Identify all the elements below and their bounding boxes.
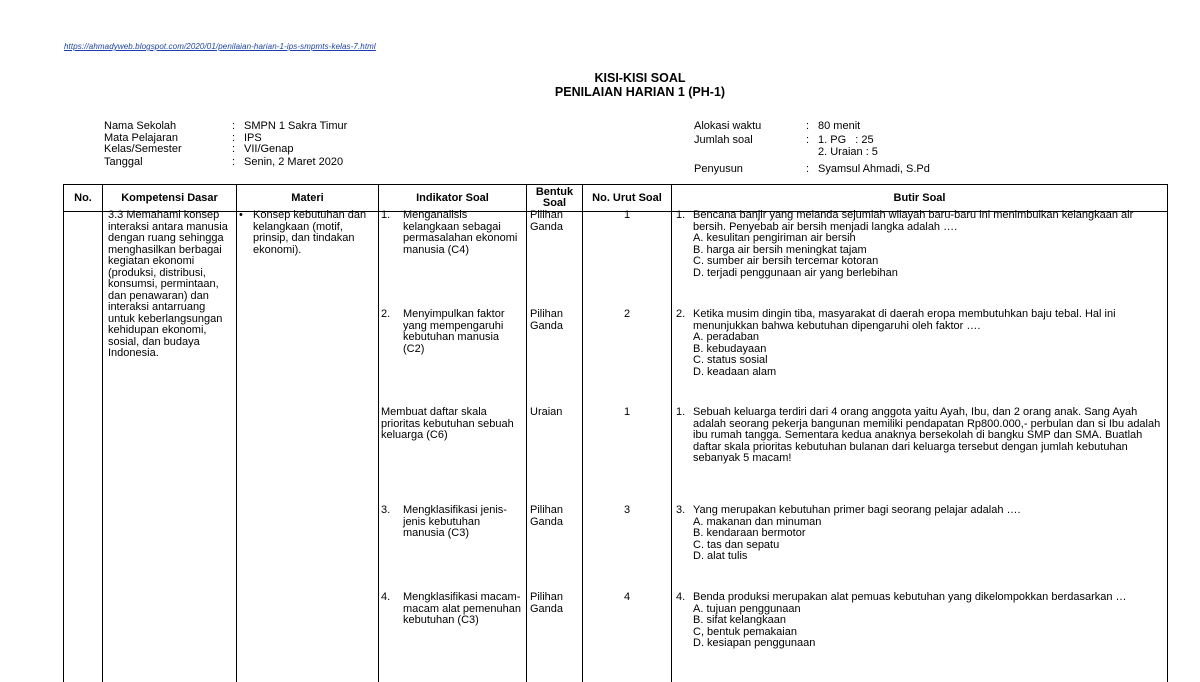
info-colon: : [806,121,809,133]
header-kd: Kompetensi Dasar [103,185,237,212]
kisi-kisi-table [63,184,1168,682]
header-urut: No. Urut Soal [583,185,672,212]
soal-option: A. peradaban [693,332,1161,344]
soal-option: A. tujuan penggunaan [693,604,1161,616]
butir-soal [672,407,1167,505]
no-urut: 1 [583,210,671,309]
indikator-num: 4. [379,592,403,672]
source-link[interactable]: https://ahmadyweb.blogspot.com/2020/01/penilaian-harian-1-ips-smpmts-kelas-7.html [64,41,376,53]
no-urut: 3 [583,505,671,592]
info-label-subject: Mata Pelajaran [104,133,178,145]
soal-option: C. status sosial [693,355,1161,367]
materi-text: Konsep kebutuhan dan kelangkaan (motif, prinsip, dan tindakan ekonomi). [253,210,374,256]
info-value-subject: IPS [244,133,262,145]
soal-question: Benda produksi merupakan alat pemuas kebutuhan yang dikelompokkan berdasarkan … [693,592,1161,604]
soal-option: A. kesulitan pengiriman air bersih [693,233,1161,245]
soal-option: B. sifat kelangkaan [693,615,1161,627]
bentuk-soal: Pilihan Ganda [527,505,582,592]
kd-text: 3.3 Memahami konsep interaksi antara manusia dengan ruang sehingga menghasilkan berbagai kegiatan ekonomi (produksi, distribusi, konsumsi, permintaan, dan penawaran) dan interaksi antarruang untuk keberlangsungan kehidupan ekonomi, sosial, dan budaya Indonesia. [103,210,236,360]
document-subtitle: PENILAIAN HARIAN 1 (PH-1) [0,85,1200,99]
info-value-date: Senin, 2 Maret 2020 [244,157,343,169]
info-label-time: Alokasi waktu [694,121,761,133]
no-urut: 2 [583,309,671,407]
butir-soal [672,309,1167,407]
document-title: KISI-KISI SOAL [0,71,1200,85]
bentuk-soal: Uraian [527,407,582,505]
info-value-count-uraian: 2. Uraian : 5 [818,147,878,159]
info-colon: : [232,133,235,145]
info-label-school: Nama Sekolah [104,121,176,133]
info-value-class: VII/Genap [244,144,294,156]
header-no: No. [64,185,103,212]
soal-question: Sebuah keluarga terdiri dari 4 orang anggota yaitu Ayah, Ibu, dan 2 orang anak. Sang Ayah adalah seorang pekerja bangunan memiliki pendapatan Rp800.000,- perbulan dan si Ibu adalah ibu rumah tangga. Sementara kedua anaknya bersekolah di bangku SMP dan SMA. Buatlah daftar skala prioritas kebutuhan bulanan dari keluarga tersebut dengan jumlah kebutuhan sebanyak 5 macam! [693,407,1161,465]
indikator-text: Menganalisis kelangkaan sebagai permasalahan ekonomi manusia (C4) [403,210,526,309]
soal-num: 1. [672,210,693,309]
no-urut: 1 [583,407,671,505]
soal-option: A. makanan dan minuman [693,517,1161,529]
indikator-text: Menyimpulkan faktor yang mempengaruhi kebutuhan manusia (C2) [403,309,526,407]
soal-option: B. kebudayaan [693,344,1161,356]
info-value-author: Syamsul Ahmadi, S.Pd [818,164,930,176]
cell-indikator [379,212,527,682]
info-colon: : [232,157,235,169]
info-colon: : [806,135,809,147]
soal-option: D. kesiapan penggunaan [693,638,1161,650]
bentuk-soal: Pilihan Ganda [527,592,582,672]
butir-soal [672,505,1167,592]
indikator-text: Membuat daftar skala prioritas kebutuhan sebuah keluarga (C6) [379,407,526,505]
bentuk-soal: Pilihan Ganda [527,309,582,407]
cell-no [64,212,103,682]
butir-soal [672,592,1167,672]
no-urut: 4 [583,592,671,672]
info-label-date: Tanggal [104,157,143,169]
header-bentuk: Bentuk Soal [527,185,583,212]
indikator-num: 1. [379,210,403,309]
indikator-num: 3. [379,505,403,592]
info-value-school: SMPN 1 Sakra Timur [244,121,347,133]
indikator-text: Mengklasifikasi macam-macam alat pemenuhan kebutuhan (C3) [403,592,526,672]
cell-materi [237,212,379,682]
header-butir: Butir Soal [672,185,1168,212]
info-left [104,121,424,169]
soal-num: 4. [672,592,693,672]
info-label-author: Penyusun [694,164,743,176]
header-indikator: Indikator Soal [379,185,527,212]
indikator-num: 2. [379,309,403,407]
soal-option: D. terjadi penggunaan air yang berlebihan [693,268,1161,280]
soal-option: B. kendaraan bermotor [693,528,1161,540]
indikator-text: Mengklasifikasi jenis-jenis kebutuhan manusia (C3) [403,505,526,592]
bentuk-soal: Pilihan Ganda [527,210,582,309]
cell-kd [103,212,237,682]
soal-option: C. tas dan sepatu [693,540,1161,552]
soal-num: 1. [672,407,693,505]
header-materi: Materi [237,185,379,212]
butir-soal [672,210,1167,309]
info-label-class: Kelas/Semester [104,144,182,156]
info-colon: : [232,144,235,156]
soal-question: Yang merupakan kebutuhan primer bagi seorang pelajar adalah …. [693,505,1161,517]
soal-option: B. harga air bersih meningkat tajam [693,245,1161,257]
cell-butir [672,212,1168,682]
soal-option: C. sumber air bersih tercemar kotoran [693,256,1161,268]
table-header-row [64,185,1168,212]
info-colon: : [232,121,235,133]
info-colon: : [806,164,809,176]
info-label-count: Jumlah soal [694,135,753,147]
soal-num: 2. [672,309,693,407]
cell-bentuk [527,212,583,682]
soal-option: D. keadaan alam [693,367,1161,379]
soal-question: Bencana banjir yang melanda sejumlah wilayah baru-baru ini menimbulkan kelangkaan air bersih. Penyebab air bersih menjadi langka adalah …. [693,210,1161,233]
soal-option: C, bentuk pemakaian [693,627,1161,639]
soal-question: Ketika musim dingin tiba, masyarakat di daerah eropa membutuhkan baju tebal. Hal ini menunjukkan bahwa kebutuhan dipengaruhi oleh faktor …. [693,309,1161,332]
soal-num: 3. [672,505,693,592]
info-value-count-pg: 1. PG : 25 [818,135,874,147]
info-right [694,121,994,181]
info-value-time: 80 menit [818,121,860,133]
cell-urut [583,212,672,682]
table-row [64,212,1168,682]
soal-option: D. alat tulis [693,551,1161,563]
materi-bullet: • [237,210,253,256]
